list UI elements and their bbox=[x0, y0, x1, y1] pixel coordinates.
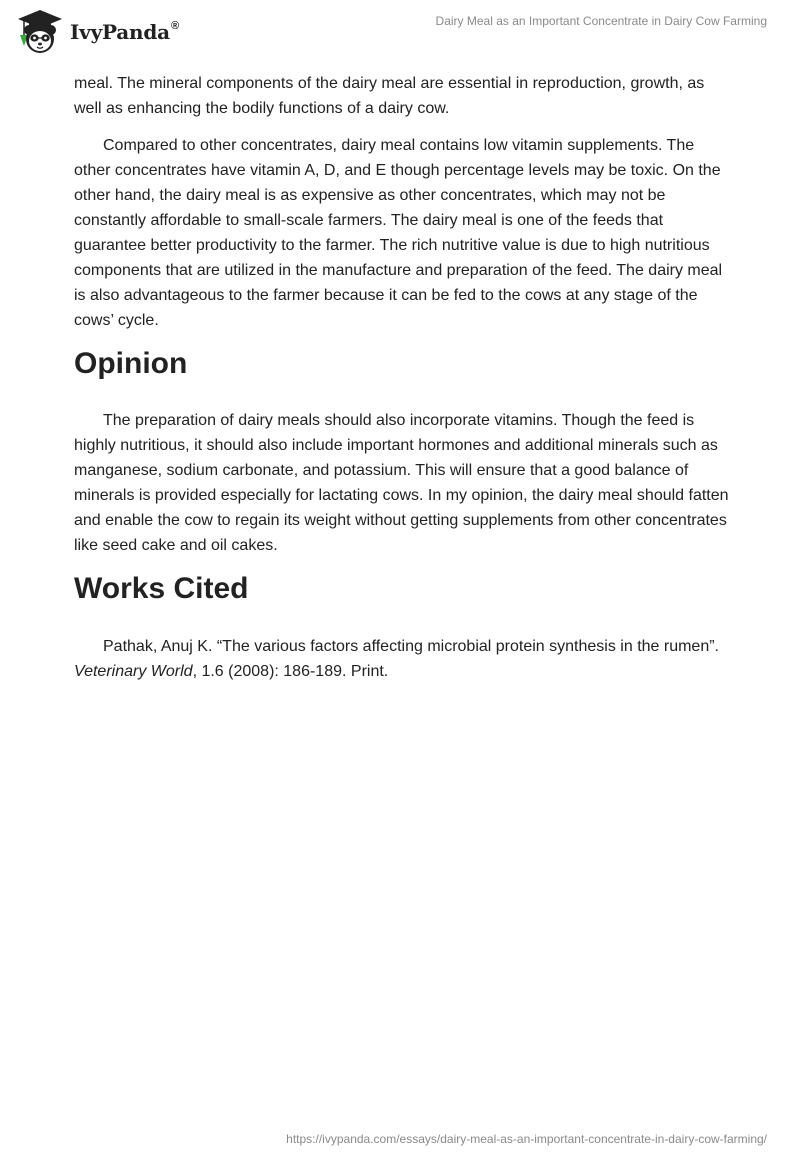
footer-url[interactable]: https://ivypanda.com/essays/dairy-meal-as-an-important-concentrate-in-dairy-cow-farming/ bbox=[286, 1132, 767, 1146]
citation-entry bbox=[74, 634, 734, 684]
citation-details: , 1.6 (2008): 186-189. Print. bbox=[192, 663, 389, 680]
paragraph-opinion: The preparation of dairy meals should also incorporate vitamins. Though the feed is highly nutritious, it should also include important hormones and additional minerals such as manganese, sodium carbonate, and potassium. This will ensure that a good balance of minerals is provided especially for lactating cows. In my opinion, the dairy meal should fatten and enable the cow to regain its weight without getting supplements from other concentrates like seed cake and oil cakes. bbox=[74, 412, 729, 554]
ivypanda-logo-link[interactable] bbox=[16, 8, 179, 56]
citation-text: Pathak, Anuj K. “The various factors affecting microbial protein synthesis in the rumen”. bbox=[103, 638, 719, 655]
essay-content bbox=[74, 71, 734, 696]
registered-mark: ® bbox=[170, 20, 179, 33]
panda-graduate-icon bbox=[16, 8, 64, 56]
citation-journal: Veterinary World bbox=[74, 663, 193, 680]
heading-works-cited: Works Cited bbox=[74, 572, 249, 605]
paragraph-continued: meal. The mineral components of the dairy meal are essential in reproduction, growth, as well as enhancing the bodily functions of a dairy cow. bbox=[74, 75, 705, 117]
paragraph-comparison: Compared to other concentrates, dairy meal contains low vitamin supplements. The other concentrates have vitamin A, D, and E though percentage levels may be toxic. On the other hand, the dairy meal is as expensive as other concentrates, which may not be constantly affordable to small-scale farmers. The dairy meal is one of the feeds that guarantee better productivity to the farmer. The rich nutritive value is due to high nutritious components that are utilized in the manufacture and preparation of the feed. The dairy meal is also advantageous to the farmer because it can be fed to the cows at any stage of the cows’ cycle. bbox=[74, 137, 723, 329]
logo-wordmark: IvyPanda® bbox=[70, 20, 179, 44]
running-title: Dairy Meal as an Important Concentrate in Dairy Cow Farming bbox=[435, 14, 767, 28]
page-header bbox=[0, 0, 800, 64]
heading-opinion: Opinion bbox=[74, 347, 188, 380]
